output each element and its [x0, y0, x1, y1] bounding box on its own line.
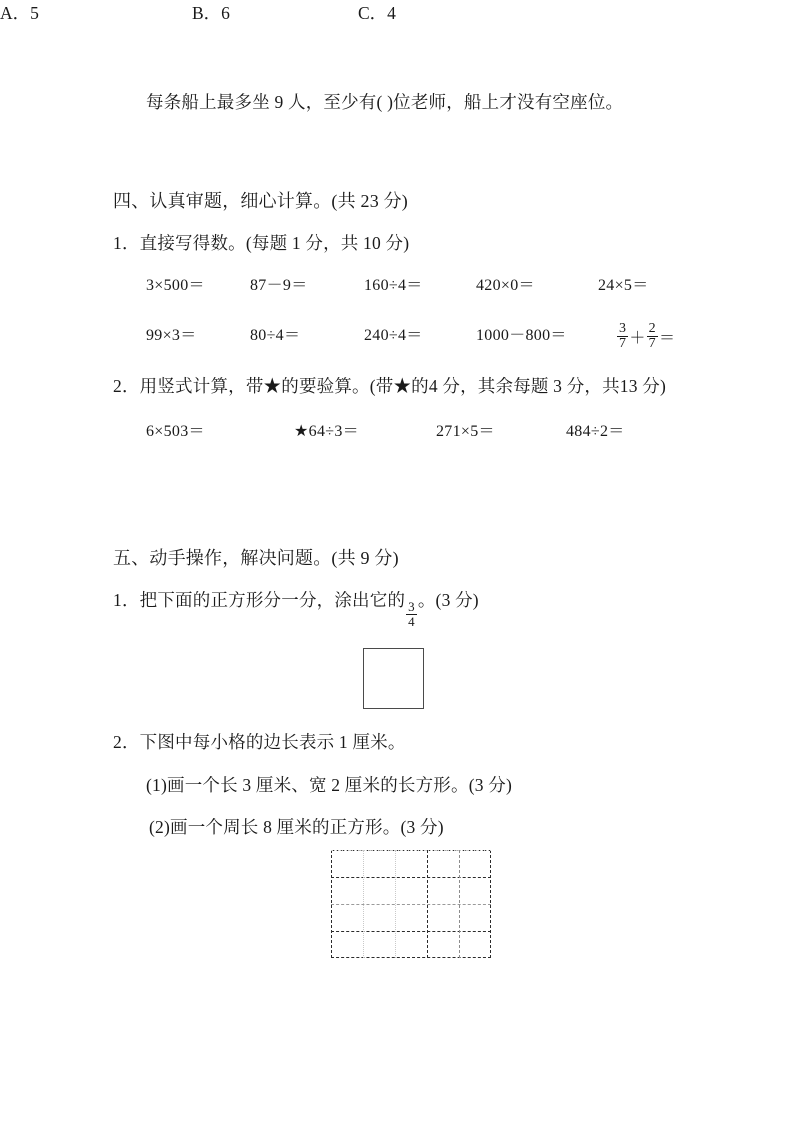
fraction-numerator: 2 [648, 321, 656, 336]
grid-hline [331, 957, 491, 958]
mental-math-item: 1000－800＝ [476, 327, 567, 344]
fraction-numerator: 3 [619, 321, 627, 336]
section-five-q2-prompt: 2．下图中每小格的边长表示 1 厘米。 [113, 732, 406, 752]
fraction-two-sevenths [647, 322, 658, 352]
fraction-three-sevenths [617, 322, 628, 352]
section-four-q2-prompt: 2．用竖式计算，带★的要验算。(带★的4 分，其余每题 3 分，共13 分) [113, 376, 667, 396]
vertical-calc-item: 6×503＝ [146, 423, 205, 440]
grid-vline [331, 850, 332, 958]
mental-math-fraction-item [616, 322, 675, 352]
mental-math-item: 420×0＝ [476, 277, 535, 294]
dotted-grid-figure[interactable] [331, 850, 491, 958]
section-four-title: 四、认真审题，细心计算。(共 23 分) [113, 191, 408, 211]
empty-square-figure[interactable] [363, 648, 424, 709]
mental-math-item: 240÷4＝ [364, 327, 423, 344]
section-five-q2-sub2: (2)画一个周长 8 厘米的正方形。(3 分) [149, 817, 444, 837]
question-boat-stem: 每条船上最多坐 9 人，至少有( )位老师，船上才没有空座位。 [146, 92, 624, 112]
mental-math-item: 24×5＝ [598, 277, 649, 294]
vertical-calc-item-starred: ★64÷3＝ [294, 423, 359, 440]
mental-math-item: 3×500＝ [146, 277, 205, 294]
mental-math-row-2 [146, 322, 706, 356]
vertical-calc-item: 484÷2＝ [566, 423, 625, 440]
grid-vline [490, 850, 491, 958]
section-four-q1-prompt: 1．直接写得数。(每题 1 分，共 10 分) [113, 233, 410, 253]
grid-hline-top-light [331, 850, 491, 851]
section-five-q1-suffix: 。(3 分) [417, 590, 479, 610]
fraction-denominator: 7 [648, 336, 656, 352]
vertical-calc-row [146, 418, 706, 452]
fraction-denominator: 7 [619, 336, 627, 352]
grid-vline [459, 850, 460, 958]
mental-math-item: 160÷4＝ [364, 277, 423, 294]
option-c[interactable]: C．4 [358, 3, 396, 23]
grid-vline [427, 850, 428, 958]
option-a[interactable]: A．5 [0, 3, 39, 23]
vertical-calc-item: 271×5＝ [436, 423, 495, 440]
section-five-q1-prompt [113, 592, 479, 628]
equals-sign: ＝ [658, 330, 676, 348]
mental-math-row-1 [146, 272, 706, 306]
plus-operator: ＋ [629, 330, 646, 348]
grid-hline [331, 931, 491, 932]
mental-math-item: 99×3＝ [146, 327, 197, 344]
mental-math-item: 80÷4＝ [250, 327, 301, 344]
option-b[interactable]: B．6 [192, 3, 230, 23]
fraction-numerator: 3 [408, 599, 415, 615]
section-five-title: 五、动手操作，解决问题。(共 9 分) [113, 548, 399, 568]
grid-vline [395, 850, 396, 958]
mental-math-item: 87－9＝ [250, 277, 308, 294]
grid-hline [331, 877, 491, 878]
grid-hline [331, 904, 491, 905]
fraction-denominator: 4 [408, 613, 415, 629]
section-five-q2-sub1: (1)画一个长 3 厘米、宽 2 厘米的长方形。(3 分) [146, 775, 512, 795]
grid-vline [363, 850, 364, 958]
fraction-three-quarters [406, 600, 417, 628]
section-five-q1-prefix: 1．把下面的正方形分一分，涂出它的 [113, 590, 406, 610]
